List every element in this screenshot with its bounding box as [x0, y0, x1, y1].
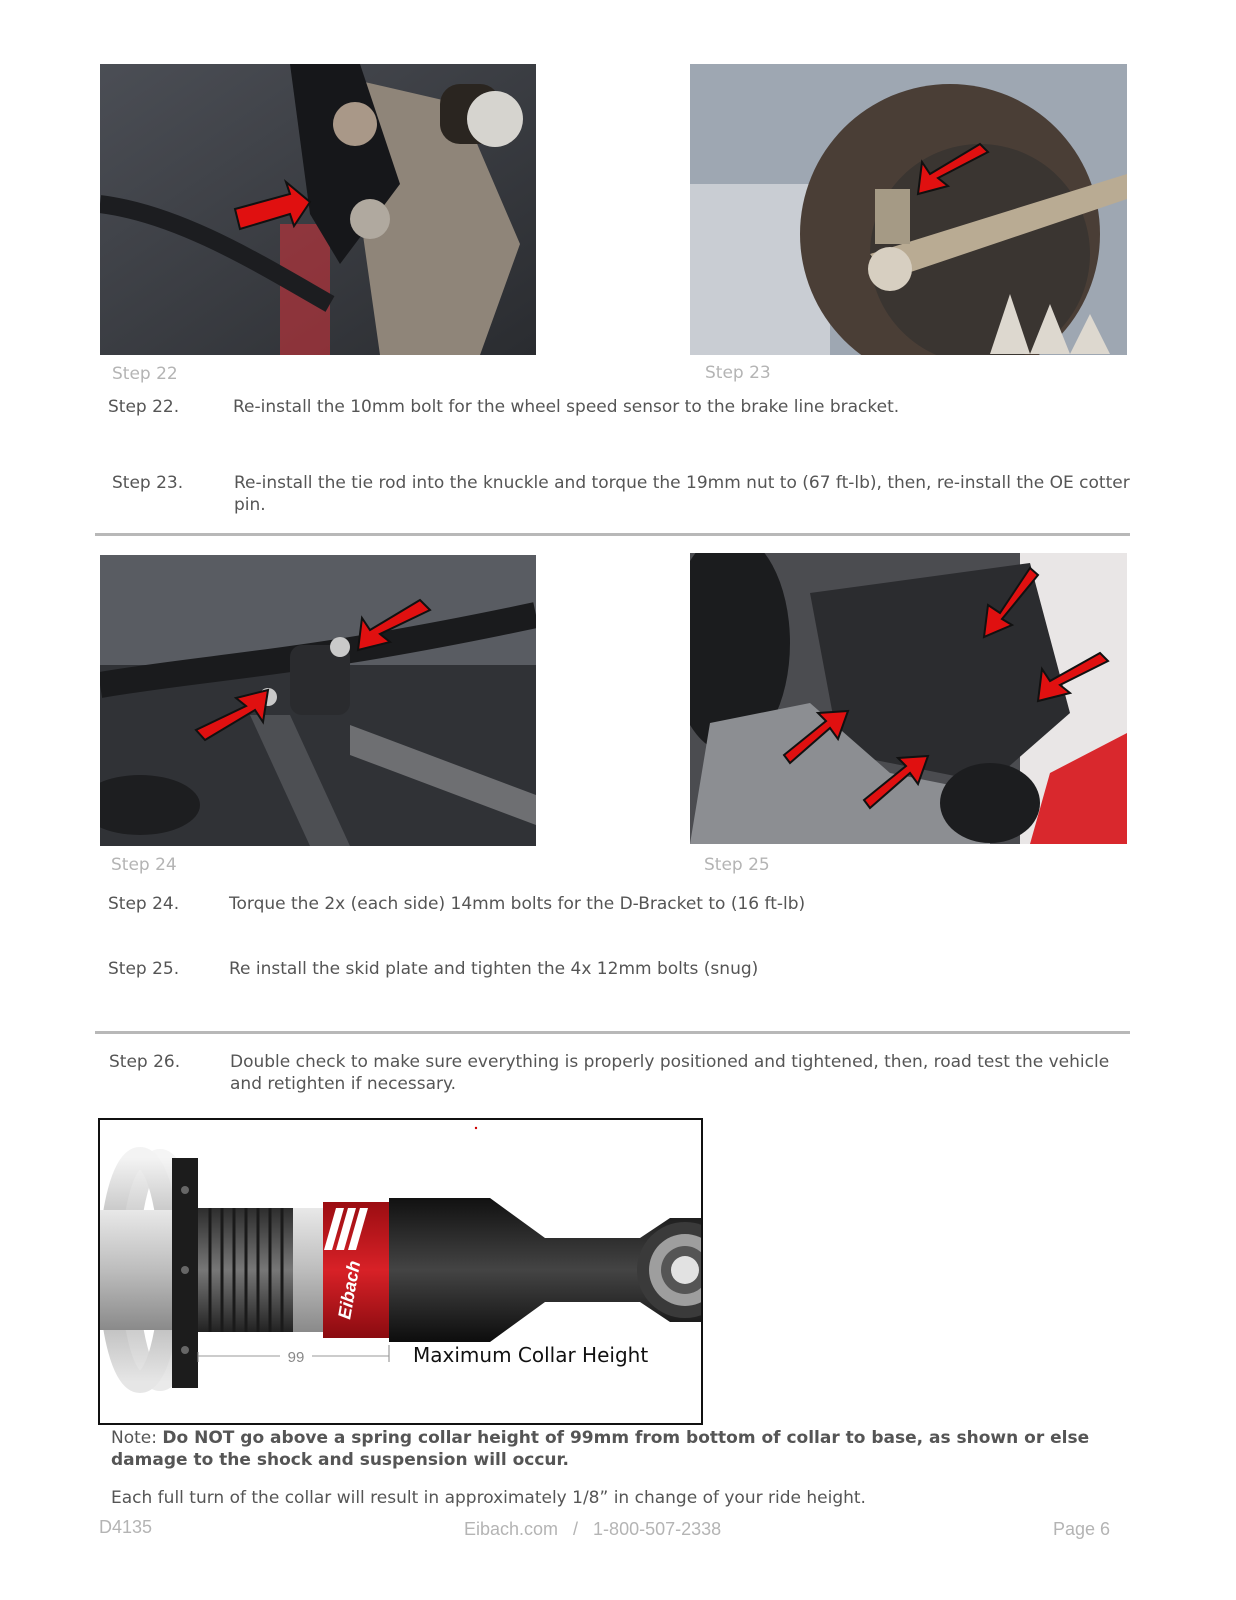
photo-step-22: [100, 64, 536, 355]
footer-doc-id: D4135: [99, 1517, 153, 1537]
step-26-text: Double check to make sure everything is properly positioned and tightened, then, road test the vehicle and retighten if necessary.: [230, 1052, 1110, 1094]
step-22-number: Step 22.: [108, 397, 180, 417]
photo-caption-step-25: Step 25: [704, 855, 770, 875]
step-22-text: Re-install the 10mm bolt for the wheel speed sensor to the brake line bracket.: [233, 397, 900, 417]
collar-dimension-value: 99: [287, 1349, 305, 1366]
step-26-number: Step 26.: [109, 1052, 181, 1072]
photo-step-23: [690, 64, 1127, 355]
footer-contact: Eibach.com / 1-800-507-2338: [464, 1519, 722, 1539]
note-warning-bold: Do NOT go above a spring collar height of 99mm from bottom of collar to base, as shown or else damage to the shock and suspension will occur.: [111, 1428, 1090, 1470]
section-divider-1: [95, 533, 1130, 536]
section-divider-2: [95, 1031, 1130, 1034]
step-23-text: Re-install the tie rod into the knuckle and torque the 19mm nut to (67 ft-lb), then, re-install the OE cotter pin.: [234, 473, 1130, 515]
photo-caption-step-23: Step 23: [705, 363, 771, 383]
eibach-logo-text: Eibach: [334, 1259, 365, 1321]
shock-illustration: [100, 1120, 701, 1423]
note-prefix: Note:: [111, 1428, 157, 1448]
note-collar-turn: Each full turn of the collar will result in approximately 1/8” in change of your ride height.: [111, 1488, 866, 1508]
step-24-number: Step 24.: [108, 894, 180, 914]
collar-height-diagram: [98, 1118, 703, 1425]
step-23-number: Step 23.: [112, 473, 184, 493]
photo-caption-step-22: Step 22: [112, 364, 178, 384]
footer-page-number: Page 6: [1053, 1519, 1111, 1539]
photo-step-24: [100, 555, 536, 846]
photo-step-25: [690, 553, 1127, 844]
note-warning: [111, 1427, 1101, 1471]
max-collar-height-label: Maximum Collar Height: [413, 1343, 649, 1367]
step-25-number: Step 25.: [108, 959, 180, 979]
step-25-text: Re install the skid plate and tighten the 4x 12mm bolts (snug): [229, 959, 759, 979]
step-24-text: Torque the 2x (each side) 14mm bolts for the D-Bracket to (16 ft-lb): [229, 894, 806, 914]
photo-caption-step-24: Step 24: [111, 855, 177, 875]
